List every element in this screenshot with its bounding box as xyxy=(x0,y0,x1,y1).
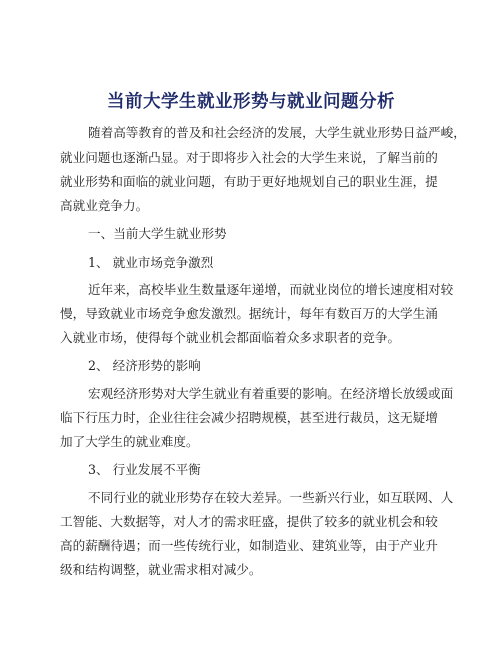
text-line: 不同行业的就业形势存在较大差异。一些新兴行业，如互联网、人 xyxy=(88,490,454,505)
text-line: 随着高等教育的普及和社会经济的发展，大学生就业形势日益严峻， xyxy=(88,125,466,140)
subsection-heading-2: 2、 经济形势的影响 xyxy=(88,358,201,373)
text-line: 就业形势和面临的就业问题，有助于更好地规划自己的职业生涯，提 xyxy=(60,174,438,189)
subsection-heading-3: 3、 行业发展不平衡 xyxy=(88,462,201,477)
text-line: 加了大学生的就业难度。 xyxy=(60,434,199,449)
subsection-heading-1: 1、 就业市场竞争激烈 xyxy=(88,255,214,270)
text-line: 慢，导致就业市场竞争愈发激烈。据统计，每年有数百万的大学生涌 xyxy=(60,306,438,321)
text-line: 就业问题也逐渐凸显。对于即将步入社会的大学生来说，了解当前的 xyxy=(60,150,438,165)
text-line: 临下行压力时，企业往往会减少招聘规模，甚至进行裁员，这无疑增 xyxy=(60,410,438,425)
text-line: 高的薪酬待遇；而一些传统行业，如制造业、建筑业等，由于产业升 xyxy=(60,538,438,553)
section-heading: 一、当前大学生就业形势 xyxy=(88,226,227,241)
text-line: 工智能、大数据等，对人才的需求旺盛，提供了较多的就业机会和较 xyxy=(60,514,438,529)
text-line: 级和结构调整，就业需求相对减少。 xyxy=(60,562,262,577)
text-line: 宏观经济形势对大学生就业有着重要的影响。在经济增长放缓或面 xyxy=(88,386,454,401)
text-line: 近年来，高校毕业生数量逐年递增，而就业岗位的增长速度相对较 xyxy=(88,282,454,297)
text-line: 入就业市场，使得每个就业机会都面临着众多求职者的竞争。 xyxy=(60,330,401,345)
text-line: 高就业竞争力。 xyxy=(60,198,149,213)
document-title: 当前大学生就业形势与就业问题分析 xyxy=(107,92,395,112)
